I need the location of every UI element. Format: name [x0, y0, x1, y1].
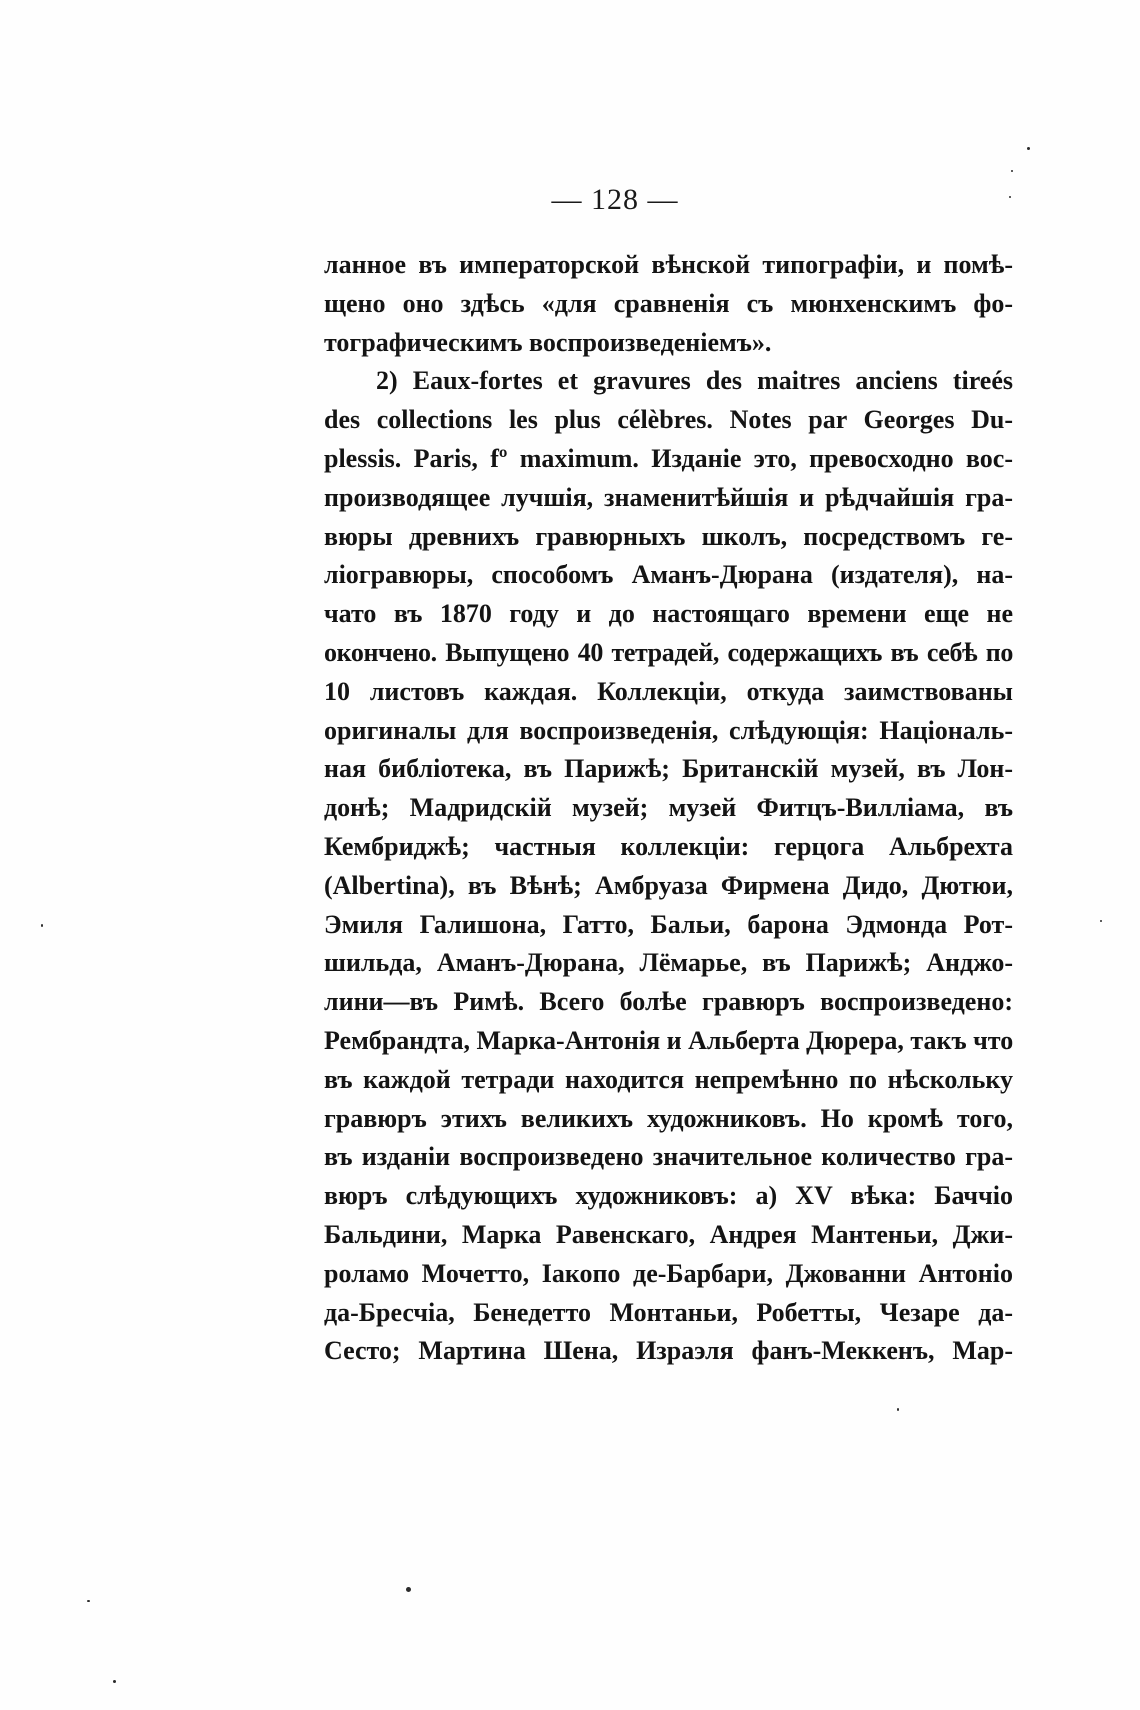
text-line: щено оно здѣсь «для сравненія съ мюнхенскимъ фо-	[324, 288, 1013, 318]
text-line: plessis. Paris, fº maximum. Изданіе это, превосходно вос-	[324, 443, 1013, 473]
text-line: ная библіотека, въ Парижѣ; Британскій музей, въ Лон-	[324, 754, 1013, 784]
text-line: ліогравюры, способомъ Аманъ-Дюрана (издателя), на-	[324, 560, 1013, 590]
text-line: вюры древнихъ гравюрныхъ школъ, посредствомъ ге-	[324, 521, 1013, 551]
scan-speck	[113, 1680, 116, 1683]
scan-speck	[897, 1408, 899, 1411]
text-line: шильда, Аманъ-Дюрана, Лёмарье, въ Парижѣ; Анджо-	[324, 948, 1013, 978]
text-line: Сесто; Мартина Шена, Израэля фанъ-Меккенъ, Мар-	[324, 1336, 1013, 1366]
text-line: окончено. Выпущено 40 тетрадей, содержащихъ въ себѣ по	[324, 637, 1013, 667]
text-line: роламо Мочетто, Іакопо де-Барбари, Джованни Антоніо	[324, 1258, 1013, 1288]
text-line: лини—въ Римѣ. Всего болѣе гравюръ воспроизведено:	[324, 987, 1013, 1017]
text-line: оригиналы для воспроизведенія, слѣдующія: Національ-	[324, 715, 1013, 745]
text-line: производящее лучшія, знаменитѣйшія и рѣдчайшія гра-	[324, 482, 1013, 512]
text-line: 10 листовъ каждая. Коллекціи, откуда заимствованы	[324, 676, 1013, 706]
text-line: des collections les plus célèbres. Notes par Georges Du-	[324, 405, 1013, 435]
text-line: въ каждой тетради находится непремѣнно по нѣскольку	[324, 1064, 1013, 1094]
text-line: донѣ; Мадридскій музей; музей Фитцъ-Вилліама, въ	[324, 793, 1013, 823]
scan-speck	[41, 924, 43, 927]
text-line: вюръ слѣдующихъ художниковъ: а) XV вѣка: Баччіо	[324, 1181, 1013, 1211]
scan-speck	[406, 1587, 411, 1592]
text-line: Бальдини, Марка Равенскаго, Андрея Мантеньи, Джи-	[324, 1219, 1013, 1249]
text-line: Кембриджѣ; частныя коллекціи: герцога Альбрехта	[324, 831, 1013, 861]
scan-speck	[87, 1600, 90, 1602]
scan-speck	[1011, 170, 1013, 172]
scan-speck	[1009, 196, 1011, 198]
text-line: тографическимъ воспроизведеніемъ».	[324, 327, 772, 357]
body-text	[324, 246, 1013, 1371]
text-line: гравюръ этихъ великихъ художниковъ. Но кромѣ того,	[324, 1103, 1013, 1133]
scan-speck	[1027, 147, 1030, 150]
text-line: Эмиля Галишона, Гатто, Бальи, барона Эдмонда Рот-	[324, 909, 1013, 939]
text-line: да-Бресчіа, Бенедетто Монтаньи, Робетты, Чезаре да-	[324, 1297, 1013, 1327]
text-line: ланное въ императорской вѣнской типографіи, и помѣ-	[324, 250, 1013, 279]
page-number: — 128 —	[551, 183, 679, 216]
text-line: Рембрандта, Марка-Антонія и Альберта Дюрера, такъ что	[324, 1025, 1014, 1055]
text-line: 2) Eaux-fortes et gravures des maitres anciens tireés	[376, 366, 1013, 396]
text-line: (Albertina), въ Вѣнѣ; Амбруаза Фирмена Дидо, Дютюи,	[324, 870, 1013, 900]
scan-speck	[1100, 920, 1102, 922]
text-line: въ изданіи воспроизведено значительное количество гра-	[324, 1142, 1013, 1172]
text-line: чато въ 1870 году и до настоящаго времени еще не	[324, 599, 1013, 629]
